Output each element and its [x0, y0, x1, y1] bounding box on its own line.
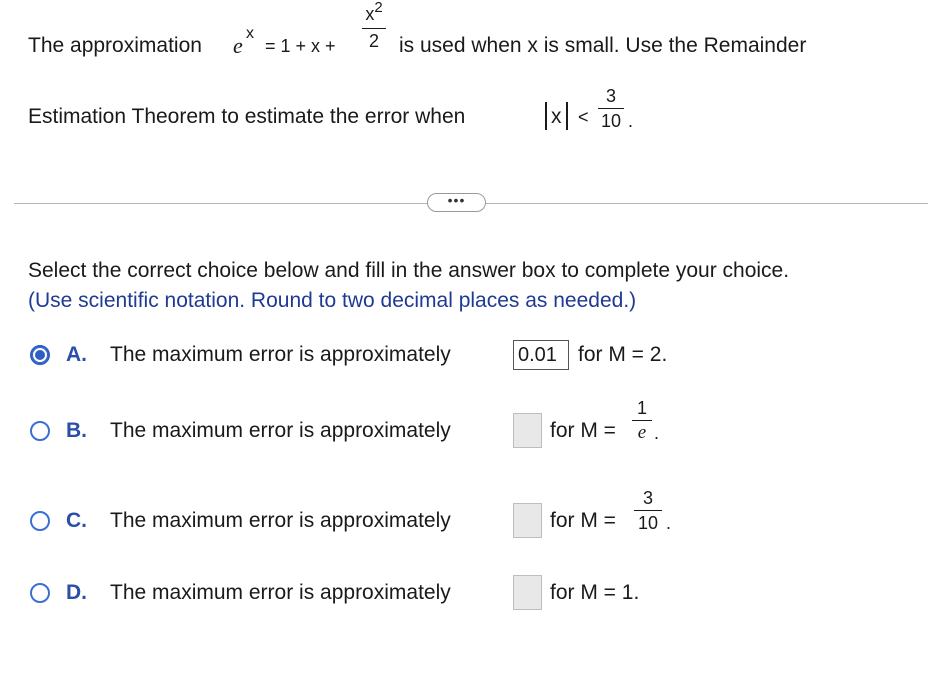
choice-c-fraction-numerator: 3: [642, 488, 653, 508]
choice-c-period: .: [666, 513, 672, 533]
choice-d-text: The maximum error is approximately: [110, 581, 451, 604]
choice-a-radio[interactable]: [30, 345, 50, 365]
choice-a-text: The maximum error is approximately: [110, 343, 451, 366]
choice-a-letter: A.: [66, 343, 87, 366]
instructions-hint: (Use scientific notation. Round to two decimal places as needed.): [28, 289, 637, 312]
question-line1-prefix: The approximation: [28, 34, 202, 57]
fraction-denominator: 10: [600, 111, 622, 132]
exponent-x: x: [246, 25, 254, 42]
abs-variable: x: [551, 105, 562, 128]
choice-a-suffix: for M = 2.: [578, 343, 668, 366]
choice-d-letter: D.: [66, 581, 87, 604]
abs-bar-right: [566, 102, 568, 130]
choice-b-fraction-numerator: 1: [636, 398, 647, 418]
fraction-numerator-exponent: 2: [374, 0, 383, 16]
fraction-numerator: x: [365, 4, 375, 24]
choice-b-period: .: [654, 423, 660, 443]
choice-b-text: The maximum error is approximately: [110, 419, 451, 442]
fraction-bar: [362, 28, 386, 29]
less-than-sign: <: [578, 107, 589, 127]
show-more-button[interactable]: •••: [427, 193, 486, 212]
choice-c-text: The maximum error is approximately: [110, 509, 451, 532]
choice-b-radio[interactable]: [30, 421, 50, 441]
choice-b-fraction-denominator: e: [637, 422, 647, 444]
fraction-bar: [598, 108, 624, 109]
choice-c-fraction-bar: [634, 510, 662, 511]
choice-c-suffix: for M =: [550, 509, 616, 532]
euler-e: e: [233, 33, 243, 58]
choice-b-fraction-bar: [632, 420, 652, 421]
choice-c-fraction: [634, 488, 662, 533]
choice-a-answer-box[interactable]: 0.01: [513, 340, 569, 370]
choice-c-letter: C.: [66, 509, 87, 532]
question-line1-suffix: is used when x is small. Use the Remainder: [399, 34, 807, 57]
choice-b-answer-box[interactable]: [513, 413, 542, 448]
abs-bar-left: [545, 102, 547, 130]
fraction-3-over-10: [598, 86, 624, 131]
fraction-denominator: 2: [368, 31, 379, 52]
equation-part: = 1 + x +: [265, 36, 336, 56]
choice-b-suffix: for M =: [550, 419, 616, 442]
choice-c-radio[interactable]: [30, 511, 50, 531]
fraction-numerator: 3: [605, 86, 616, 106]
instructions-text: Select the correct choice below and fill in the answer box to complete your choice.: [28, 259, 790, 282]
choice-b-letter: B.: [66, 419, 87, 442]
choice-c-fraction-denominator: 10: [637, 513, 659, 534]
question-line2-prefix: Estimation Theorem to estimate the error when: [28, 105, 466, 128]
choice-d-radio[interactable]: [30, 583, 50, 603]
fraction-x-squared-over-2: [362, 0, 386, 52]
choice-d-answer-box[interactable]: [513, 575, 542, 610]
choice-d-suffix: for M = 1.: [550, 581, 640, 604]
question-period: .: [628, 111, 634, 131]
choice-c-answer-box[interactable]: [513, 503, 542, 538]
choice-b-fraction: [632, 398, 652, 443]
